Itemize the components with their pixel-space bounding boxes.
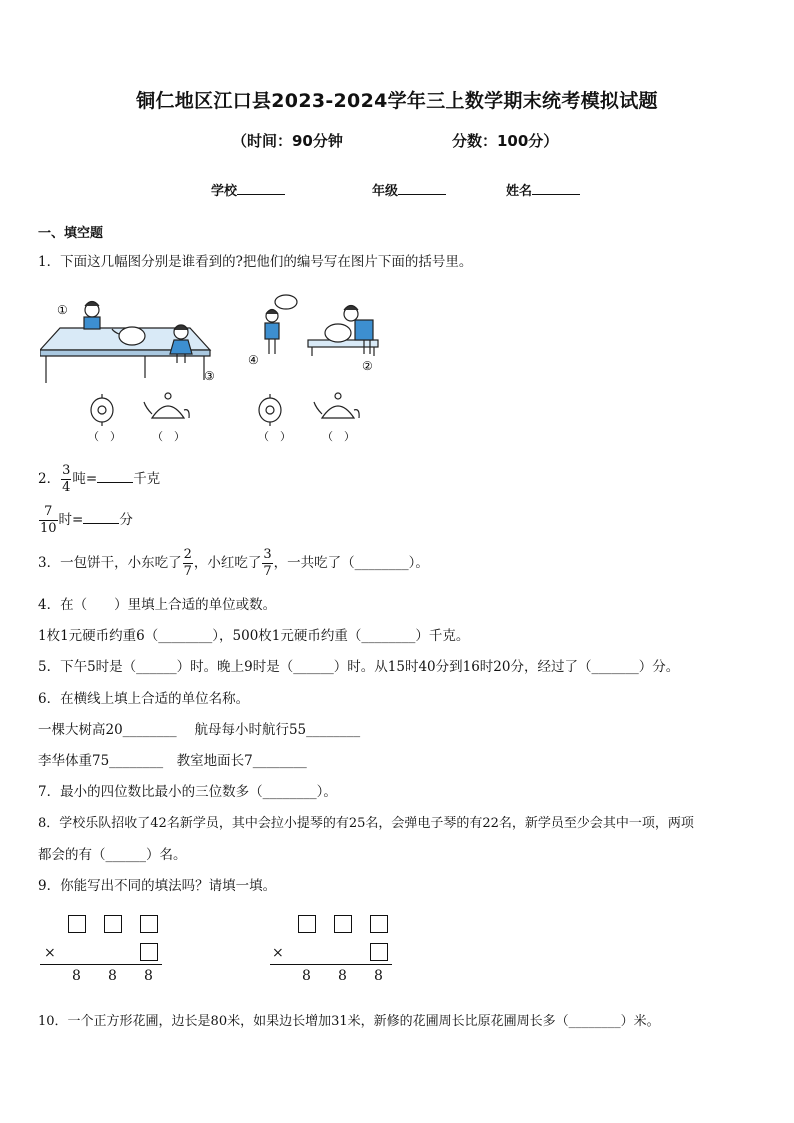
section-heading: 一、填空题 <box>38 226 104 241</box>
denominator: 4 <box>62 480 71 495</box>
product-digit: 8 <box>374 968 383 984</box>
question-6-line1: 一棵大树高20________ 航母每小时航行55________ <box>38 722 361 738</box>
name-field <box>506 180 580 199</box>
fraction-3-4 <box>61 463 71 496</box>
teapot-side-view-1 <box>144 393 189 418</box>
unit-ton: 吨= <box>72 471 98 487</box>
digit-box[interactable] <box>370 943 388 961</box>
digit-box[interactable] <box>334 915 352 933</box>
fraction-2-7 <box>183 547 193 580</box>
label-1: ① <box>57 303 68 317</box>
grade-blank[interactable] <box>398 181 446 195</box>
name-blank[interactable] <box>532 181 580 195</box>
grade-label: 年级 <box>372 184 399 199</box>
underline <box>270 964 392 965</box>
question-5: 5．下午5时是（______）时。晚上9时是（______）时。从15时40分到16时20分，经过了（_______）分。 <box>38 659 680 675</box>
answer-paren-4[interactable]: （ ） <box>322 430 355 443</box>
digit-box[interactable] <box>298 915 316 933</box>
times-sign: × <box>272 945 284 961</box>
question-3 <box>38 547 429 580</box>
product-digit: 8 <box>338 968 347 984</box>
q3-text-3: ，一共吃了（________）。 <box>273 555 429 571</box>
right-table-scene <box>265 295 378 356</box>
question-6: 6．在横线上填上合适的单位名称。 <box>38 691 250 707</box>
times-sign: × <box>44 945 56 961</box>
school-label: 学校 <box>211 184 238 199</box>
question-9: 9．你能写出不同的填法吗？请填一填。 <box>38 878 277 894</box>
q1-illustration <box>40 288 390 453</box>
question-1: 1．下面这几幅图分别是谁看到的?把他们的编号写在图片下面的括号里。 <box>38 254 473 270</box>
teapot-top-view-1 <box>91 394 113 426</box>
page-title: 铜仁地区江口县2023-2024学年三上数学期末统考模拟试题 <box>136 90 658 112</box>
grade-field <box>372 180 446 199</box>
answer-blank[interactable] <box>83 511 119 524</box>
denominator: 7 <box>183 564 192 579</box>
school-blank[interactable] <box>237 181 285 195</box>
product-digit: 8 <box>302 968 311 984</box>
numerator: 2 <box>183 547 192 562</box>
digit-box[interactable] <box>68 915 86 933</box>
unit-kg: 千克 <box>133 471 161 487</box>
digit-box[interactable] <box>140 915 158 933</box>
unit-minute: 分 <box>119 512 133 528</box>
exam-score: 分数：100分） <box>452 132 559 150</box>
answer-paren-3[interactable]: （ ） <box>258 430 291 443</box>
teapot-top-view-2 <box>259 394 281 426</box>
product-digit: 8 <box>144 968 153 984</box>
digit-box[interactable] <box>140 943 158 961</box>
question-10: 10．一个正方形花圃，边长是80米，如果边长增加31米，新修的花圃周长比原花圃周长多（________）米。 <box>38 1014 660 1029</box>
q3-text-2: ，小红吃了 <box>193 555 262 571</box>
unit-hour: 时= <box>58 512 84 528</box>
digit-box[interactable] <box>104 915 122 933</box>
product-digit: 8 <box>108 968 117 984</box>
question-4: 4．在（ ）里填上合适的单位或数。 <box>38 597 277 613</box>
question-2b <box>38 504 133 537</box>
numerator: 7 <box>39 504 58 521</box>
school-field <box>211 180 285 199</box>
denominator: 10 <box>40 521 57 536</box>
denominator: 7 <box>263 564 272 579</box>
question-2a <box>38 463 160 496</box>
underline <box>40 964 162 965</box>
question-6-line2: 李华体重75________ 教室地面长7________ <box>38 753 307 769</box>
question-8: 8．学校乐队招收了42名新学员，其中会拉小提琴的有25名，会弹电子琴的有22名，新学员至少会其中一项，两项 <box>38 816 694 831</box>
name-label: 姓名 <box>506 184 533 199</box>
numerator: 3 <box>263 547 272 562</box>
product-digit: 8 <box>72 968 81 984</box>
numerator: 3 <box>62 463 71 478</box>
answer-paren-1[interactable]: （ ） <box>88 430 121 443</box>
label-3: ③ <box>204 369 215 383</box>
teapot-side-view-2 <box>314 393 359 418</box>
q2-number: 2． <box>38 471 61 487</box>
digit-box[interactable] <box>370 915 388 933</box>
exam-time: （时间：90分钟 <box>232 132 343 150</box>
q3-text-1: 3．一包饼干，小东吃了 <box>38 555 182 571</box>
fraction-3-7 <box>262 547 272 580</box>
question-4-line2: 1枚1元硬币约重6（________），500枚1元硬币约重（________）千克。 <box>38 628 470 644</box>
label-4: ④ <box>248 353 259 367</box>
question-7: 7．最小的四位数比最小的三位数多（________）。 <box>38 784 337 800</box>
fraction-7-10 <box>39 504 58 537</box>
answer-blank[interactable] <box>97 470 133 483</box>
question-8-line2: 都会的有（______）名。 <box>38 847 187 863</box>
answer-paren-2[interactable]: （ ） <box>152 430 185 443</box>
label-2: ② <box>362 359 373 373</box>
